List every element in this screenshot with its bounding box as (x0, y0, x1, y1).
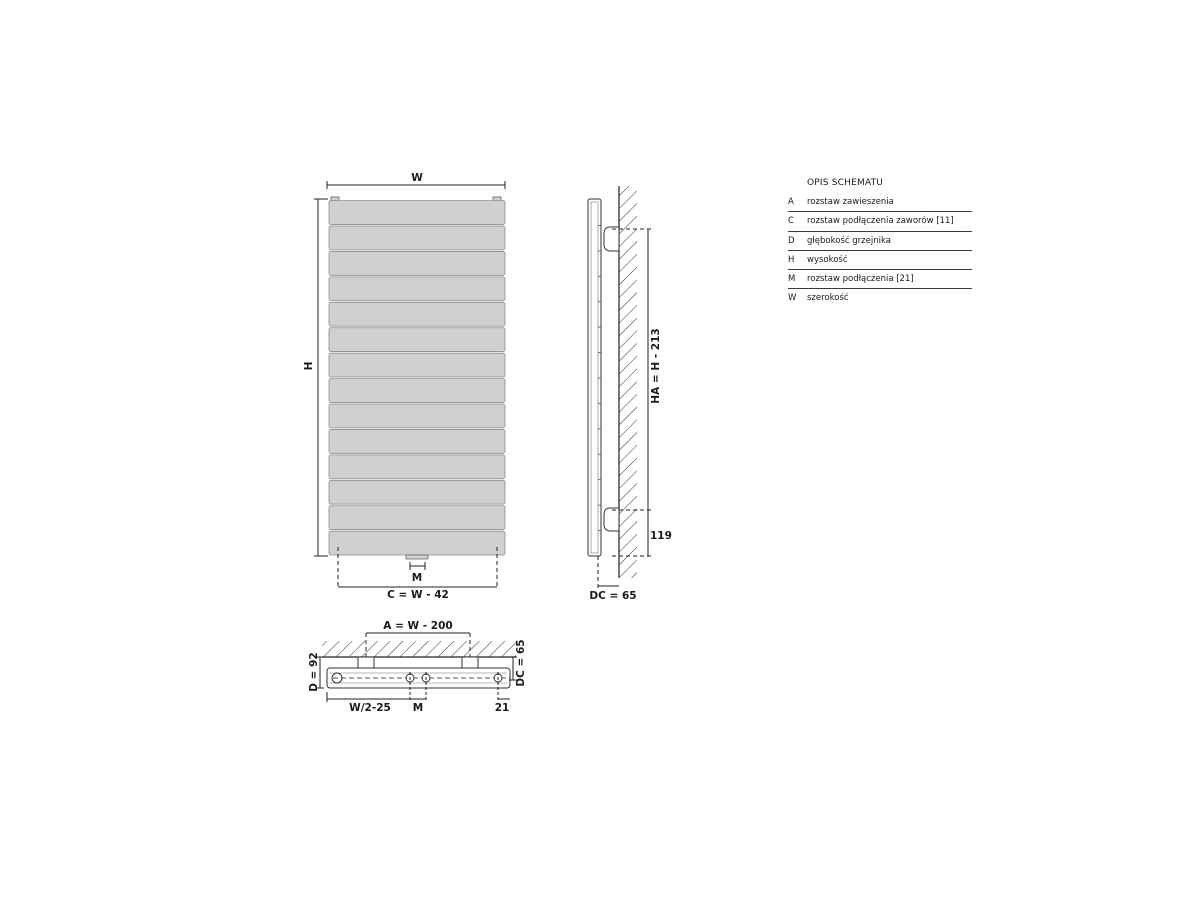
ha-label: HA = H - 213 (650, 328, 662, 404)
top-wall-hatching (322, 641, 516, 657)
width-label: W (411, 172, 423, 184)
legend (788, 176, 972, 308)
legend-desc: rozstaw zawieszenia (807, 197, 894, 207)
radiator-profile (588, 199, 601, 556)
dc-label-side: DC = 65 (589, 590, 637, 602)
m-value-label: 21 (494, 702, 510, 714)
left-wall-bracket (358, 657, 374, 668)
radiator-panel (329, 379, 505, 403)
radiator-panel (329, 404, 505, 428)
d-label: D = 92 (308, 652, 320, 692)
radiator-panels (329, 201, 505, 555)
radiator-panel (329, 277, 505, 301)
legend-item-c (788, 212, 972, 231)
radiator-panel (329, 353, 505, 377)
radiator-panel (329, 506, 505, 530)
legend-desc: wysokość (807, 254, 848, 265)
legend-item-h (788, 251, 972, 270)
legend-item-d (788, 232, 972, 251)
radiator-panel (329, 455, 505, 479)
radiator-panel (329, 480, 505, 504)
legend-desc: szerokość (807, 293, 849, 304)
legend-key: W (788, 293, 797, 304)
m-label-front: M (411, 572, 423, 584)
offset-label: W/2-25 (349, 702, 391, 714)
legend-key: M (788, 274, 796, 285)
legend-key: A (788, 197, 794, 207)
m-label-top: M (412, 702, 424, 714)
radiator-panel (329, 201, 505, 225)
a-label: A = W - 200 (383, 620, 453, 632)
height-label: H (303, 361, 315, 371)
top-view (308, 620, 527, 714)
radiator-panel (329, 226, 505, 250)
legend-item-w (788, 289, 972, 307)
radiator-panel (329, 251, 505, 275)
legend-desc: rozstaw podłączenia zaworów [11] (807, 216, 954, 227)
right-wall-bracket (462, 657, 478, 668)
front-view (303, 172, 505, 601)
c-label: C = W - 42 (387, 589, 449, 601)
radiator-top-profile (327, 668, 510, 688)
legend-desc: rozstaw podłączenia [21] (807, 274, 914, 285)
legend-title: OPIS SCHEMATU (807, 178, 884, 188)
bottom-bracket (604, 508, 619, 531)
legend-item-a (788, 193, 972, 212)
radiator-panel (329, 328, 505, 352)
legend-desc: głębokość grzejnika (807, 235, 891, 246)
legend-key: H (788, 254, 795, 265)
top-bracket (604, 227, 619, 251)
radiator-panel (329, 429, 505, 453)
legend-item-m (788, 270, 972, 289)
legend-key: D (788, 235, 795, 246)
bottom-connector (406, 555, 428, 559)
legend-key: C (788, 216, 794, 227)
radiator-panel (329, 302, 505, 326)
dc-label-top: DC = 65 (515, 639, 527, 687)
wall-hatching (619, 186, 637, 578)
bottom-offset-label: 119 (650, 530, 672, 542)
radiator-panel (329, 531, 505, 555)
side-view (588, 186, 672, 602)
